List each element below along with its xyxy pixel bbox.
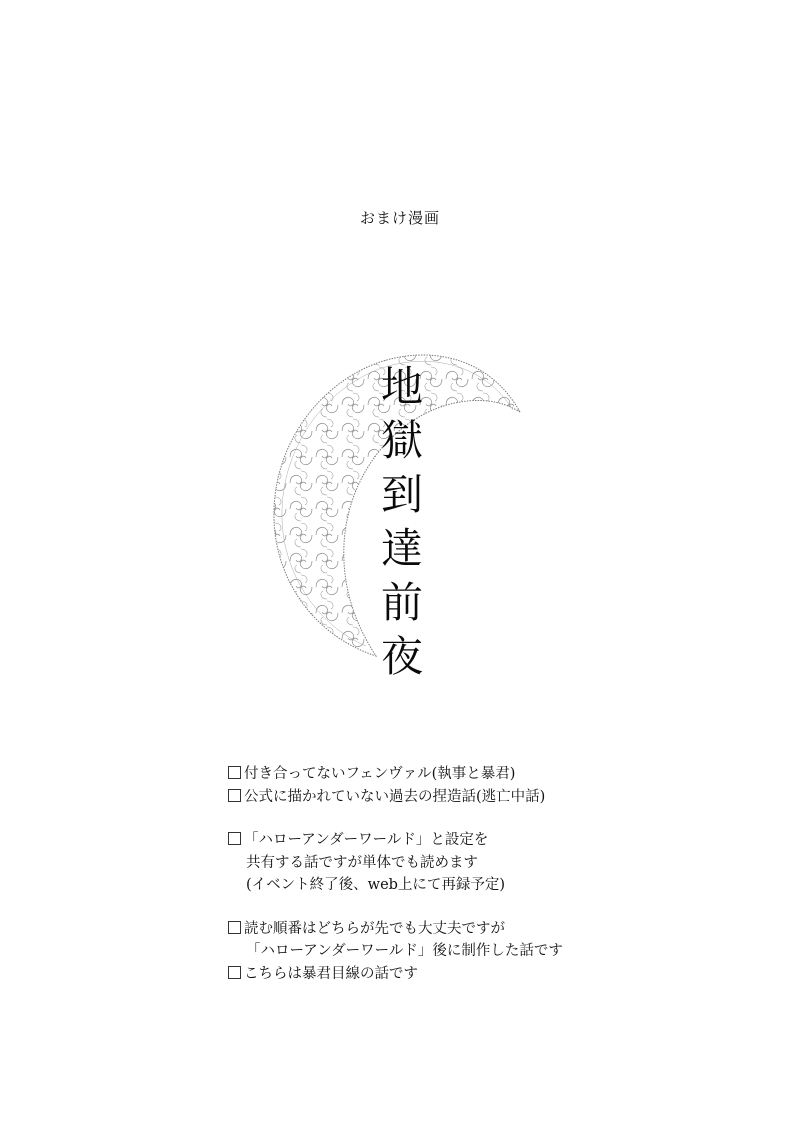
page-subtitle: おまけ漫画 xyxy=(359,209,440,227)
page-title xyxy=(372,360,432,684)
note-continuation: (イベント終了後、web上にて再録予定) xyxy=(246,877,506,893)
title-char: 夜 xyxy=(380,632,423,681)
note-text: 付き合ってないフェンヴァル(執事と暴君) xyxy=(244,766,516,782)
note-text: 「ハローアンダーワールド」と設定を xyxy=(244,832,489,848)
note-item xyxy=(228,786,648,809)
note-text: 読む順番はどちらが先でも大丈夫ですが xyxy=(244,920,505,937)
note-item xyxy=(228,963,648,986)
checkbox-icon xyxy=(228,766,241,779)
checkbox-icon xyxy=(228,966,241,979)
title-char: 到 xyxy=(380,470,423,519)
note-continuation: 共有する話ですが単体でも読めます xyxy=(246,854,478,871)
checkbox-icon xyxy=(228,832,241,845)
note-group-2 xyxy=(228,829,648,897)
note-item xyxy=(228,763,648,786)
note-item xyxy=(228,829,648,852)
title-char: 地 xyxy=(380,362,423,411)
note-continuation: 「ハローアンダーワールド」後に制作した話です xyxy=(246,943,563,959)
title-char: 達 xyxy=(380,524,423,573)
title-char: 獄 xyxy=(380,416,423,465)
note-text: こちらは暴君目線の話です xyxy=(244,965,418,982)
note-text: 公式に描かれていない過去の捏造話(逃亡中話) xyxy=(244,788,546,805)
notes-list xyxy=(228,763,648,1006)
checkbox-icon xyxy=(228,789,241,802)
note-group-3 xyxy=(228,918,648,986)
title-char: 前 xyxy=(380,578,423,627)
note-item xyxy=(228,918,648,941)
note-group-1 xyxy=(228,763,648,808)
checkbox-icon xyxy=(228,921,241,934)
